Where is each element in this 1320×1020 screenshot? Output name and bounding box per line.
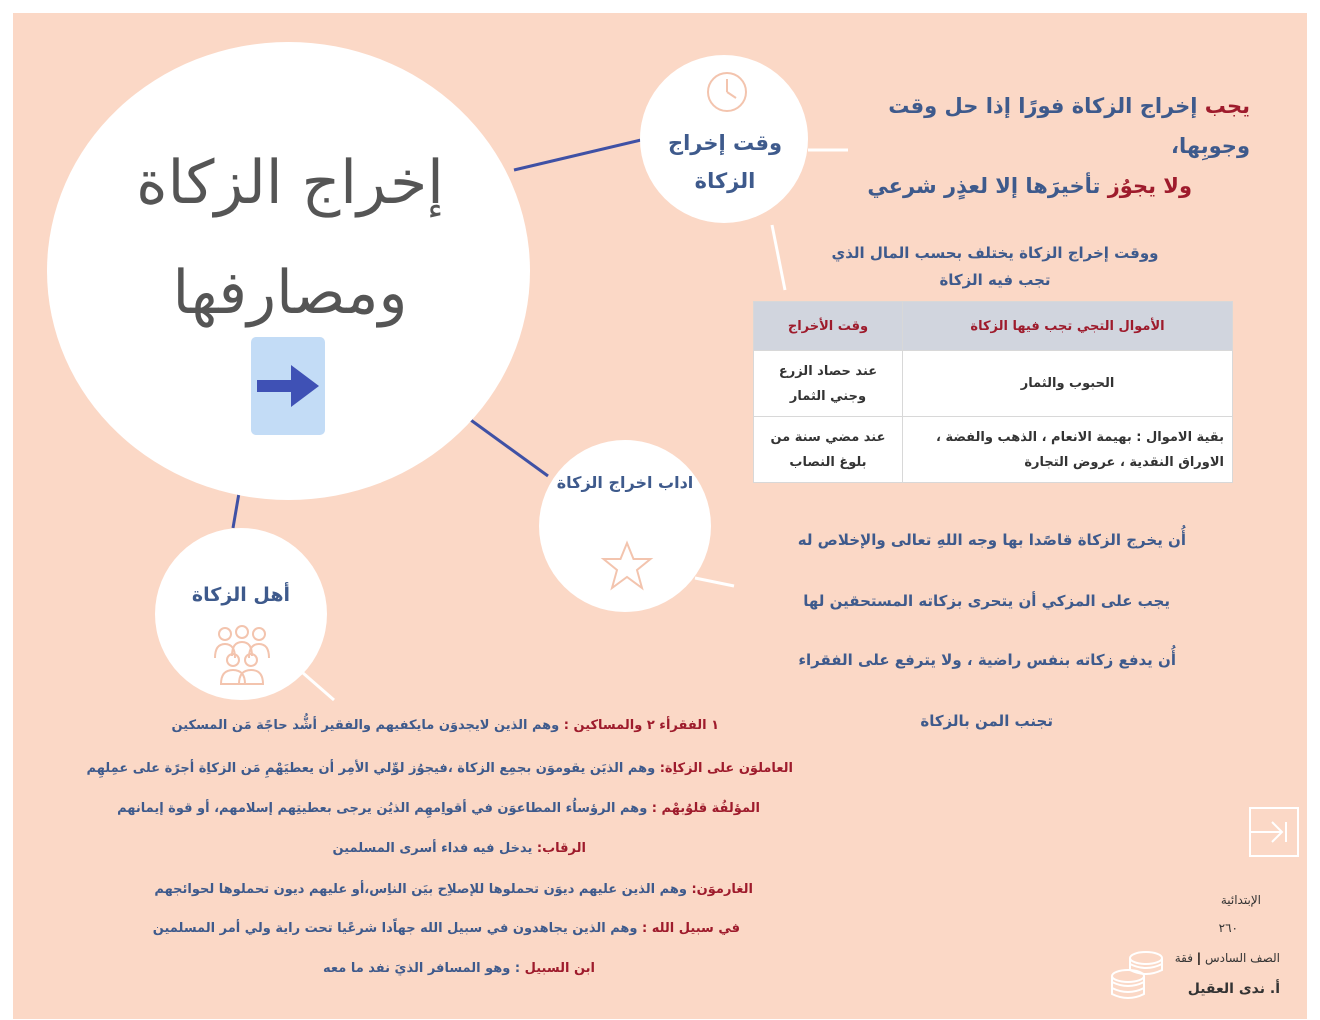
ahl-item: المؤلفُة قلوُبهْم : وهم الرؤساُء المطاعوَن في أقواِمهِم الذيُن يرجى بعطيتِهم إسلامهم، أو قوة إيمانهم [117, 801, 760, 816]
time-varies-line-1: ووقت إخراج الزكاة يختلف بحسب المال الذي [831, 244, 1159, 262]
exit-icon [1248, 806, 1300, 858]
table-header-assets: الأموال التجي تجب فيها الزكاة [903, 302, 1233, 351]
table-cell-time: عند حصاد الزرع وجني الثمار [754, 351, 903, 417]
page-title [110, 128, 470, 348]
footer-class: الصف السادس | فقة [1174, 951, 1280, 965]
ahl-item: في سبيل الله : وهم الذين يجاهدون في سبيل الله جهاًدا شرعًيا تحت راية ولي أمر المسلمين [152, 921, 740, 936]
footer-stage: الإبتدائية [1220, 893, 1261, 907]
ahl-item: الرقاب: يدخل فيه فداء أسرى المسلمين [332, 841, 586, 856]
table-row [754, 417, 1233, 483]
time-rule-text [840, 86, 1250, 206]
title-line-1: إخراج الزكاة [136, 148, 444, 218]
title-line-2: ومصارفها [172, 258, 408, 328]
adab-item: أُن يدفع زكاته بنفس راضية ، ولا يترفع على الفقراء [798, 651, 1176, 669]
ahl-circle-title: أهل الزكاة [191, 584, 291, 606]
table-header-row [754, 302, 1233, 351]
arrow-right-icon [257, 363, 319, 409]
time-circle-title [650, 124, 800, 200]
next-button[interactable] [251, 337, 325, 435]
table-cell-asset: الحبوب والثمار [903, 351, 1233, 417]
footer-code: ٢٦٠ [1218, 921, 1238, 935]
ahl-item: العاملوَن على الزكاِة: وهم الذيَن يقوموَن بجمِع الزكاة ،فيجوُز لوِّلي الأمِر أن يعطيَهْمِ مَن الزكاِة أجرًة على عمِلهِم [86, 761, 793, 776]
ahl-item: الغارموَن: وهم الذين عليهم ديوَن تحملوها للإصلاِح بيَن الناِس،أو عليهم ديون تحملوها لحوائجهم [154, 882, 753, 897]
table-cell-asset: بقية الاموال : بهيمة الانعام ، الذهب والفضة ، الاوراق النقدية ، عروض التجارة [903, 417, 1233, 483]
exit-button[interactable] [1248, 806, 1300, 858]
time-rule-line-1: يجب إخراج الزكاة فورًا إذا حل وقت وجوبِها، [888, 94, 1250, 158]
table-row [754, 351, 1233, 417]
footer-teacher: أ. ندى العقيل [1187, 981, 1280, 997]
adab-item: أُن يخرج الزكاة قاصًدا بها وجه اللهِ تعالى والإخلاص له [797, 531, 1186, 549]
table-header-time: وقت الأخراج [754, 302, 903, 351]
time-title-line-1: وقت إخراج [667, 131, 783, 155]
time-varies-line-2: تجب فيه الزكاة [939, 271, 1051, 289]
adab-circle-title: اداب اخراج الزكاة [556, 473, 694, 492]
adab-item: يجب على المزكي أن يتحرى بزكاته المستحقين لها [803, 592, 1170, 610]
ahl-item: ١ الفقرأء ٢ والمساكين : وهم الذين لايجدوَن مايكفيهم والفقير أشُّد حاجًة مَن المسكين [171, 718, 719, 733]
zakat-timing-table [753, 301, 1233, 483]
table-cell-time: عند مضي سنة من بلوغ النصاب [754, 417, 903, 483]
coins-icon [1108, 948, 1166, 1002]
time-varies-text [780, 240, 1210, 294]
ahl-item: ابن السبيل : وهو المسافر الذيَ نفد ما معه [323, 961, 595, 976]
clock-icon [705, 70, 749, 114]
adab-item: تجنب المن بالزكاة [920, 712, 1053, 730]
people-icon [208, 622, 276, 688]
time-rule-line-2: ولا يجوُز تأخيرَها إلا لعذٍر شرعي [867, 174, 1192, 198]
time-title-line-2: الزكاة [694, 169, 756, 193]
